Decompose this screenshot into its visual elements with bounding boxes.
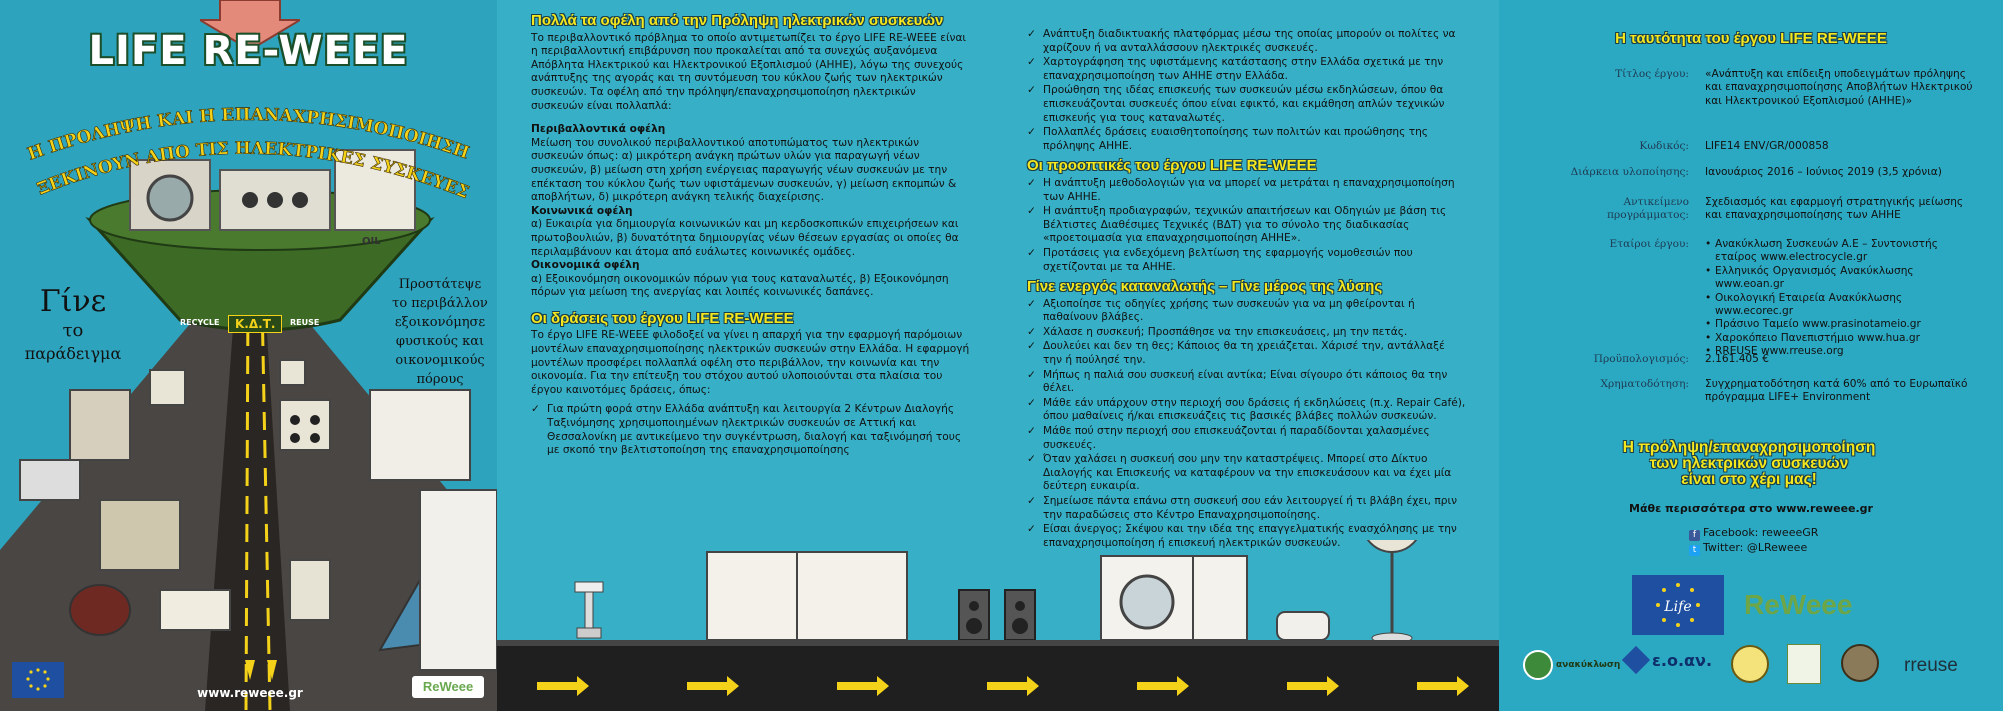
cover-panel — [0, 0, 497, 711]
list-item — [1027, 177, 1467, 204]
env-benefits-title: Περιβαλλοντικά οφέλη — [531, 123, 666, 136]
list-item — [1027, 369, 1467, 396]
consumer-heading: Γίνε ενεργός καταναλωτής – Γίνε μέρος της λύσης — [1027, 278, 1383, 296]
cover-arc-line2: ΞΕΚΙΝΟΥΝ ΑΠΟ ΤΙΣ ΗΛΕΚΤΡΙΚΕΣ ΣΥΣΚΕΥΕΣ — [34, 138, 472, 204]
list-item — [1027, 340, 1467, 367]
list-item — [1027, 56, 1467, 83]
twitter-icon: t — [1689, 545, 1700, 556]
list-item-text: Σημείωσε πάντα επάνω στη συσκευή σου εάν λειτουργεί ή τι βλάβη έχει, πριν την παραδώσεις στο Κέντρο Επαναχρησιμοποίησης. — [1043, 495, 1457, 521]
check-icon: ✓ — [1027, 325, 1036, 338]
check-icon: ✓ — [1027, 297, 1036, 310]
cover-left-line3: παράδειγμα — [24, 344, 122, 363]
list-item: • Χαροκόπειο Πανεπιστήμιο www.hua.gr — [1705, 332, 1975, 345]
list-item-text: Προτάσεις για ενδεχόμενη βελτίωση της εφαρμογής νομοθεσιών που σχετίζονται με τα ΑΗΗΕ. — [1043, 246, 1413, 273]
cover-right-slogan — [385, 275, 495, 389]
list-item: • Ελληνικός Οργανισμός Ανακύκλωσης www.eoan.gr — [1705, 265, 1975, 292]
bin-recycle-label: RECYCLE — [180, 318, 220, 327]
actions-list — [531, 403, 971, 457]
identity-object-value: Σχεδιασμός και εφαρμογή στρατηγικής μείωσης και επαναχρησιμοποίησης των ΑΗΗΕ — [1705, 196, 1964, 222]
facebook-label: Facebook: reweeeGR — [1703, 526, 1819, 539]
slogan-line: είναι στο χέρι μας! — [1681, 471, 1817, 488]
facebook-icon: f — [1689, 530, 1700, 541]
anakyklosi-logo-icon — [1523, 650, 1553, 680]
cover-right-line: πόρους — [416, 372, 464, 387]
actions-intro: Το έργο LIFE RE-WEEE φιλοδοξεί να γίνει η απαρχή για την εφαρμογή παρόμοιων μοντέλων επαναχρησιμοποίησης ηλεκτρικών συσκευών στην Ελλάδα. Η εφαρμογή μοντέλων προσφέρει πολλαπλά οφέλη στο περιβάλλον, την κοινωνία και την οικονομία. Για την επίτευξη του στόχου αυτού υλοποιούνται στα πλαίσια του έργου καινοτόμες δράσεις, όπως: — [531, 329, 970, 396]
list-item-text: Είσαι άνεργος; Σκέψου και την ιδέα της επαγγελματικής ενασχόλησης με την επαναχρησιμοποίηση ή επισκευή ηλεκτρικών συσκευών. — [1043, 523, 1457, 549]
identity-title-key: Τίτλος έργου: — [1615, 68, 1689, 80]
cover-right-line: το περιβάλλον — [392, 296, 488, 311]
identity-heading: Η ταυτότητα του έργου LIFE RE-WEEE — [1615, 30, 1887, 47]
list-item-text: Ανάπτυξη διαδικτυακής πλατφόρμας μέσω της οποίας μπορούν οι πολίτες να χαρίζουν ή να ανταλλάσσουν ηλεκτρικές συσκευές. — [1043, 28, 1456, 54]
list-item — [1027, 326, 1467, 340]
identity-object-key: Αντικείμενο προγράμματος: — [1607, 196, 1689, 222]
info-panel — [497, 0, 1499, 711]
ecorec-logo — [1731, 645, 1769, 683]
check-icon: ✓ — [1027, 84, 1036, 97]
env-benefits-text: Μείωση του συνολικού περιβαλλοντικού αποτυπώματος των ηλεκτρικών συσκευών όπως: α) μικρότερη ανάγκη πρώτων υλών για παραγωγή νέων συσκευών, β) μείωση στη χρήση ενέργειας παραγωγής νέων συσκευών με την επέκταση του κύκλου ζωής των υφιστάμενων συσκευών, γ) μείωση εκπομπών & αποβλήτων, δ) μικρότερη ανάγκη τελικής διαχείρισης. — [531, 136, 957, 204]
closing-slogan — [1559, 440, 1939, 488]
check-icon: ✓ — [1027, 176, 1036, 189]
oil-label: OIL — [362, 236, 381, 247]
list-item-text: Για πρώτη φορά στην Ελλάδα ανάπτυξη και λειτουργία 2 Κέντρων Διαλογής Ταξινόμησης χρησιμοποιημένων ηλεκτρικών συσκευών σε Αττική και Θεσσαλονίκη με αντικείμενο την συγκέντρωση, διαλογή και ταξινόμησή τους με σκοπό την βελτιστοποίηση της επαναχρησιμοποίησης — [547, 403, 962, 457]
appliances-road-scene — [497, 540, 1499, 711]
list-item: • Ανακύκλωση Συσκευών Α.Ε – Συντονιστής εταίρος www.electrocycle.gr — [1705, 238, 1975, 265]
benefits-intro: Το περιβαλλοντικό πρόβλημα το οποίο αντιμετωπίζει το έργο LIFE RE-WEEE είναι η περιβαλλοντική επιβάρυνση που προκαλείται από τα συνεχώς αυξανόμενα Απόβλητα Ηλεκτρικού και Ηλεκτρονικού Εξοπλισμού (ΑΗΗΕ), λόγω της συνεχούς ανάπτυξης της αγοράς και τη συντόμευση του κύκλου ζωής των ηλεκτρικών συσκευών. Τα οφέλη από την πρόληψη/επαναχρησιμοποίηση ηλεκτρικών συσκευών είναι πολλαπλά: — [531, 31, 967, 112]
reweee-logo: ReWeee — [1744, 589, 1853, 620]
svg-text:ΞΕΚΙΝΟΥΝ ΑΠΟ ΤΙΣ ΗΛΕΚΤΡΙΚΕΣ ΣΥ — [35, 139, 472, 203]
list-item — [1027, 425, 1467, 452]
list-item-text: Μάθε πού στην περιοχή σου επισκευάζονται ή παραδίδονται χαλασμένες συσκευές. — [1043, 425, 1430, 451]
facebook-link[interactable] — [1689, 526, 1818, 541]
list-item-text: Μήπως η παλιά σου συσκευή είναι αντίκα; Είναι σίγουρο ότι κάποιος θα την θέλει. — [1043, 368, 1448, 395]
cover-left-slogan — [18, 285, 128, 365]
cover-left-line2: το — [62, 320, 84, 341]
actions-list-continued — [1027, 28, 1467, 153]
list-item-text: Δουλεύει και δεν τη θες; Κάποιος θα τη χρειάζεται. Χάρισέ την, αντάλλαξέ την ή πούλησέ την. — [1043, 340, 1445, 367]
prospects-list — [1027, 177, 1467, 274]
list-item — [531, 403, 971, 457]
eu-flag-logo — [12, 662, 64, 698]
actions-heading: Οι δράσεις του έργου LIFE RE-WEEE — [531, 309, 794, 327]
life-logo-text: Life — [1664, 599, 1692, 615]
cover-url[interactable]: www.reweee.gr — [197, 686, 303, 700]
list-item — [1027, 28, 1467, 55]
list-item-text: Χάλασε η συσκευή; Προσπάθησε να την επισκευάσεις, μη την πετάς. — [1043, 325, 1408, 338]
list-item-text: Η ανάπτυξη μεθοδολογιών για να μπορεί να μετράται η επαναχρησιμοποίηση των ΑΗΗΕ. — [1043, 176, 1455, 203]
list-item: • RREUSE www.rreuse.org — [1705, 345, 1975, 358]
list-item-text: Όταν χαλάσει η συσκευή σου μην την καταστρέψεις. Μπορεί στο Δίκτυο Διαλογής και Επισκευής να καταφέρουν να την επισκευάσουν και να έχει μία δεύτερη ευκαιρία. — [1043, 453, 1452, 493]
prasino-tameio-logo — [1787, 644, 1821, 684]
identity-funding-value: Συγχρηματοδότηση κατά 60% από το Ευρωπαϊκό πρόγραμμα LIFE+ Environment — [1705, 378, 1968, 404]
identity-budget-key: Προϋπολογισμός: — [1593, 353, 1689, 365]
hua-logo — [1841, 644, 1879, 682]
life-eu-logo — [1632, 575, 1724, 635]
check-icon: ✓ — [1027, 56, 1036, 69]
more-info-link[interactable]: Μάθε περισσότερα στο www.reweee.gr — [1629, 502, 1873, 515]
economic-benefits-title: Οικονομικά οφέλη — [531, 259, 640, 272]
check-icon: ✓ — [1027, 340, 1036, 353]
cover-right-line: οικονομικούς — [395, 353, 485, 368]
mixer-graphic — [575, 582, 603, 638]
fridge-graphic — [707, 552, 907, 640]
identity-duration-value: Ιανουάριος 2016 – Ιούνιος 2019 (3,5 χρόνια) — [1705, 166, 1942, 178]
cover-title: LIFE RE-WEEE — [88, 28, 409, 74]
rreuse-logo: rreuse — [1904, 655, 1958, 676]
eoan-logo — [1626, 650, 1712, 670]
identity-budget-value: 2.161.405 € — [1705, 353, 1770, 365]
list-item-text: Αξιοποίησε τις οδηγίες χρήσης των συσκευών για να μη φθείρονται ή παθαίνουν βλάβες. — [1043, 297, 1415, 324]
eoan-logo-icon — [1622, 646, 1650, 674]
twitter-link[interactable] — [1689, 541, 1807, 556]
list-item — [1027, 205, 1467, 246]
check-icon: ✓ — [531, 403, 540, 416]
fan-graphic — [1362, 540, 1422, 643]
identity-code-value: LIFE14 ENV/GR/000858 — [1705, 140, 1829, 152]
benefits-heading: Πολλά τα οφέλη από την Πρόληψη ηλεκτρικών συσκευών — [531, 12, 944, 29]
list-item-text: Η ανάπτυξη προδιαγραφών, τεχνικών απαιτήσεων και Οδηγιών με βάση τις Βέλτιστες Διαθέσιμες Τεχνικές (ΒΔΤ) για το σύνολο της διαδικασίας «προετοιμασία για επαναχρησιμοποίηση ΑΗΗΕ». — [1043, 205, 1447, 245]
list-item — [1027, 397, 1467, 424]
microwave-graphic — [1193, 556, 1247, 640]
list-item-text: Χαρτογράφηση της υφιστάμενης κατάστασης στην Ελλάδα σχετικά με την επαναχρησιμοποίηση των ΑΗΗΕ στην Ελλάδα. — [1043, 56, 1444, 82]
social-benefits-text: α) Ευκαιρία για δημιουργία κοινωνικών και μη κερδοσκοπικών επιχειρήσεων και πρωτοβουλιών, β) δυνατότητα δημιουργίας νέων θέσεων εργασίας οι οποίες θα περιλαμβάνουν και άτομα από ευάλωτες κοινωνικές ομάδες. — [531, 218, 959, 258]
twitter-label: Twitter: @LReweee — [1703, 541, 1808, 554]
identity-duration-key: Διάρκεια υλοποίησης: — [1570, 166, 1689, 178]
slogan-line: των ηλεκτρικών συσκευών — [1649, 455, 1849, 472]
column-left — [531, 14, 971, 464]
check-icon: ✓ — [1027, 205, 1036, 218]
cover-reweee-logo: ReWeee — [412, 676, 484, 698]
list-item-text: Πολλαπλές δράσεις ευαισθητοποίησης των πολιτών και προώθησης της πρόληψης ΑΗΗΕ. — [1043, 126, 1429, 152]
toaster-graphic — [1277, 612, 1329, 640]
list-item — [1027, 453, 1467, 494]
cover-right-line: εξοικονόμησε — [394, 315, 486, 330]
check-icon: ✓ — [1027, 368, 1036, 381]
cover-right-line: φυσικούς και — [395, 334, 485, 349]
eoan-logo-text: ε.ο.αν. — [1652, 650, 1713, 670]
list-item — [1027, 247, 1467, 274]
prospects-heading: Οι προοπτικές του έργου LIFE RE-WEEE — [1027, 157, 1317, 175]
list-item — [1027, 84, 1467, 125]
list-item-text: Μάθε εάν υπάρχουν στην περιοχή σου δράσεις ή εκδηλώσεις (π.χ. Repair Café), όπου μαθαίνεις ή/και επισκευάζεις τις βασικές βλάβες πολλών συσκευών. — [1043, 396, 1466, 423]
economic-benefits-text: α) Εξοικονόμηση οικονομικών πόρων για τους καταναλωτές, β) Εξοικονόμηση πόρων για μείωση της ανεργίας και λοιπές κοινωνικές δαπάνες. — [531, 272, 949, 299]
partners-list — [1705, 238, 1975, 359]
identity-code-key: Κωδικός: — [1639, 140, 1689, 152]
list-item: • Οικολογική Εταιρεία Ανακύκλωσης www.ecorec.gr — [1705, 292, 1975, 319]
check-icon: ✓ — [1027, 126, 1036, 139]
identity-title-value: «Ανάπτυξη και επίδειξη υποδειγμάτων πρόληψης και επαναχρησιμοποίησης Αποβλήτων Ηλεκτρικού και Ηλεκτρονικού Εξοπλισμού (ΑΗΗΕ)» — [1705, 68, 1973, 107]
check-icon: ✓ — [1027, 246, 1036, 259]
check-icon: ✓ — [1027, 28, 1036, 40]
identity-funding-key: Χρηματοδότηση: — [1600, 378, 1689, 390]
cover-arc-line1: Η ΠΡΟΛΗΨΗ ΚΑΙ Η ΕΠΑΝΑΧΡΗΣΙΜΟΠΟΙΗΣΗ — [25, 104, 472, 165]
check-icon: ✓ — [1027, 495, 1036, 507]
bin-reuse-label: REUSE — [290, 318, 320, 327]
anakyklosi-logo — [1523, 650, 1620, 680]
check-icon: ✓ — [1027, 425, 1036, 438]
check-icon: ✓ — [1027, 453, 1036, 466]
bin-label: Κ.Δ.Τ. — [228, 315, 282, 333]
list-item — [1027, 298, 1467, 325]
list-item — [1027, 495, 1467, 522]
identity-partners-key: Εταίροι έργου: — [1609, 238, 1689, 250]
list-item — [1027, 126, 1467, 153]
appliances-on-road-graphic — [0, 350, 497, 680]
list-item: • Πράσινο Ταμείο www.prasinotameio.gr — [1705, 318, 1975, 331]
cover-arc-slogan — [20, 60, 480, 210]
check-icon: ✓ — [1027, 396, 1036, 409]
identity-panel — [1499, 0, 2003, 711]
slogan-line: Η πρόληψη/επαναχρησιμοποίηση — [1622, 439, 1876, 456]
list-item-text: Προώθηση της ιδέας επισκευής των συσκευών μέσω εκδηλώσεων, όπου θα επισκευάζονται συσκευές όπου είναι εφικτό, και εκμάθηση απλών τεχνικών επισκευής για τους καταναλωτές. — [1043, 84, 1445, 124]
check-icon: ✓ — [1027, 523, 1036, 536]
consumer-list — [1027, 298, 1467, 551]
cover-left-line1: Γίνε — [39, 284, 107, 319]
social-benefits-title: Κοινωνικά οφέλη — [531, 204, 633, 217]
anakyklosi-logo-text: ανακύκλωση — [1556, 660, 1621, 670]
cover-right-line: Προστάτεψε — [398, 277, 482, 292]
column-right — [1027, 28, 1467, 556]
